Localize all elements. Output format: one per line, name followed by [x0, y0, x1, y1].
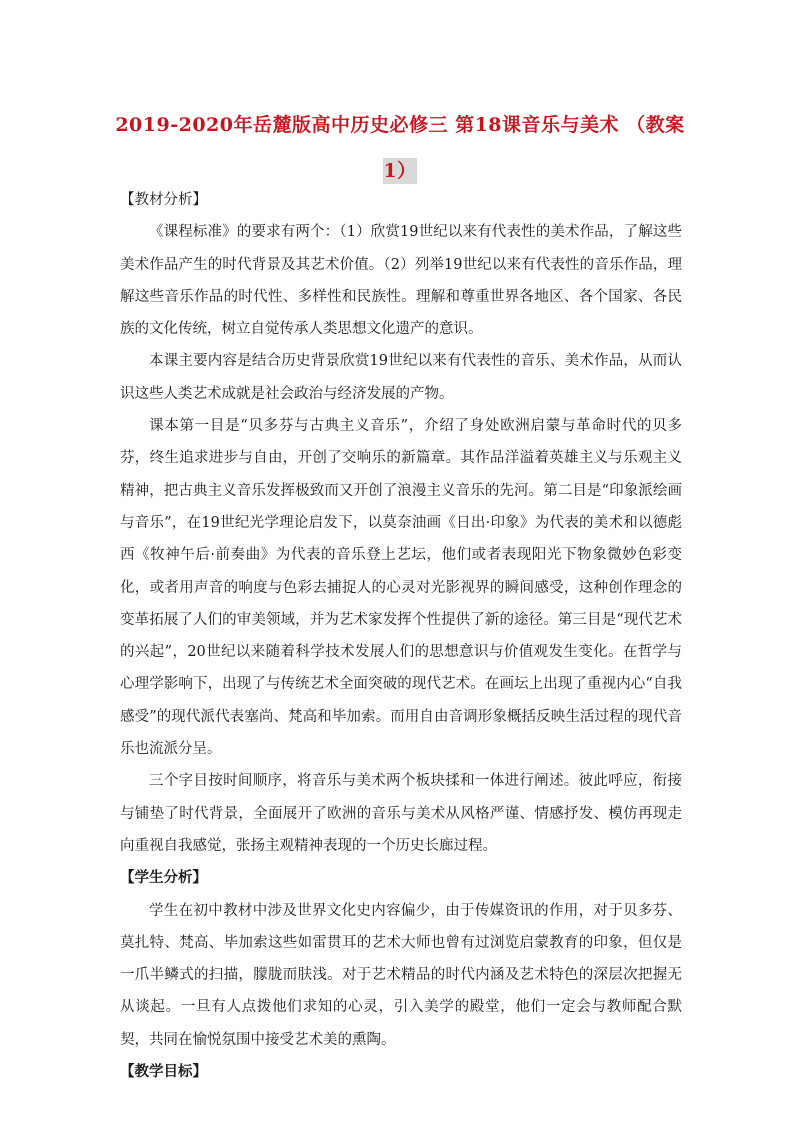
title-main: 2019-2020年岳麓版高中历史必修三 第18课音乐与美术 （教案 [115, 114, 685, 136]
document-title [110, 102, 690, 194]
section-heading-textbook-analysis: 【教材分析】 [120, 192, 207, 208]
paragraph: 本课主要内容是结合历史背景欣赏19世纪以来有代表性的音乐、美术作品，从而认识这些人类艺术成就是社会政治与经济发展的产物。 [120, 353, 682, 402]
paragraph: 三个字目按时间顺序，将音乐与美术两个板块揉和一体进行阐述。彼此呼应，衔接与铺垫了时代背景，全面展开了欧洲的音乐与美术从风格严谨、情感抒发、模仿再现走向重视自我感觉，张扬主观精神表现的一个历史长廊过程。 [120, 773, 682, 854]
paragraph: 课本第一目是“贝多芬与古典主义音乐”，介绍了身处欧洲启蒙与革命时代的贝多芬，终生追求进步与自由，开创了交响乐的新篇章。其作品洋溢着英雄主义与乐观主义精神，把古典主义音乐发挥极致而又开创了浪漫主义音乐的先河。第二目是“印象派绘画与音乐”，在19世纪光学理论启发下，以莫奈油画《日出·印象》为代表的美术和以德彪西《牧神午后·前奏曲》为代表的音乐登上艺坛，他们或者表现阳光下物象微妙色彩变化，或者用声音的响度与色彩去捕捉人的心灵对光影视界的瞬间感受，这种创作理念的变革拓展了人们的审美领域，并为艺术家发挥个性提供了新的途径。第三目是“现代艺术的兴起”，20世纪以来随着科学技术发展人们的思想意识与价值观发生变化。在哲学与心理学影响下，出现了与传统艺术全面突破的现代艺术。在画坛上出现了重视内心“自我感受”的现代派代表塞尚、梵高和毕加索。而用自由音调形象概括反映生活过程的现代音乐也流派分呈。 [120, 418, 682, 758]
document-body [120, 184, 682, 1088]
section-heading-teaching-objectives: 【教学目标】 [120, 1063, 207, 1081]
title-tail: 1） [383, 160, 417, 182]
section-heading-student-analysis: 【学生分析】 [120, 869, 207, 887]
paragraph: 学生在初中教材中涉及世界文化史内容偏少，由于传媒资讯的作用，对于贝多芬、莫扎特、梵高、毕加索这些如雷贯耳的艺术大师也曾有过浏览启蒙教育的印象，但仅是一爪半鳞式的扫描，朦胧而肤浅。对于艺术精品的时代内涵及艺术特色的深层次把握无从谈起。一旦有人点拨他们求知的心灵，引入美学的殿堂，他们一定会与教师配合默契，共同在愉悦氛围中接受艺术美的熏陶。 [120, 902, 682, 1048]
paragraph: 《课程标准》的要求有两个：（1）欣赏19世纪以来有代表性的美术作品，了解这些美术作品产生的时代背景及其艺术价值。（2）列举19世纪以来有代表性的音乐作品，理解这些音乐作品的时代性、多样性和民族性。理解和尊重世界各地区、各个国家、各民族的文化传统，树立自觉传承人类思想文化遗产的意识。 [120, 224, 682, 338]
